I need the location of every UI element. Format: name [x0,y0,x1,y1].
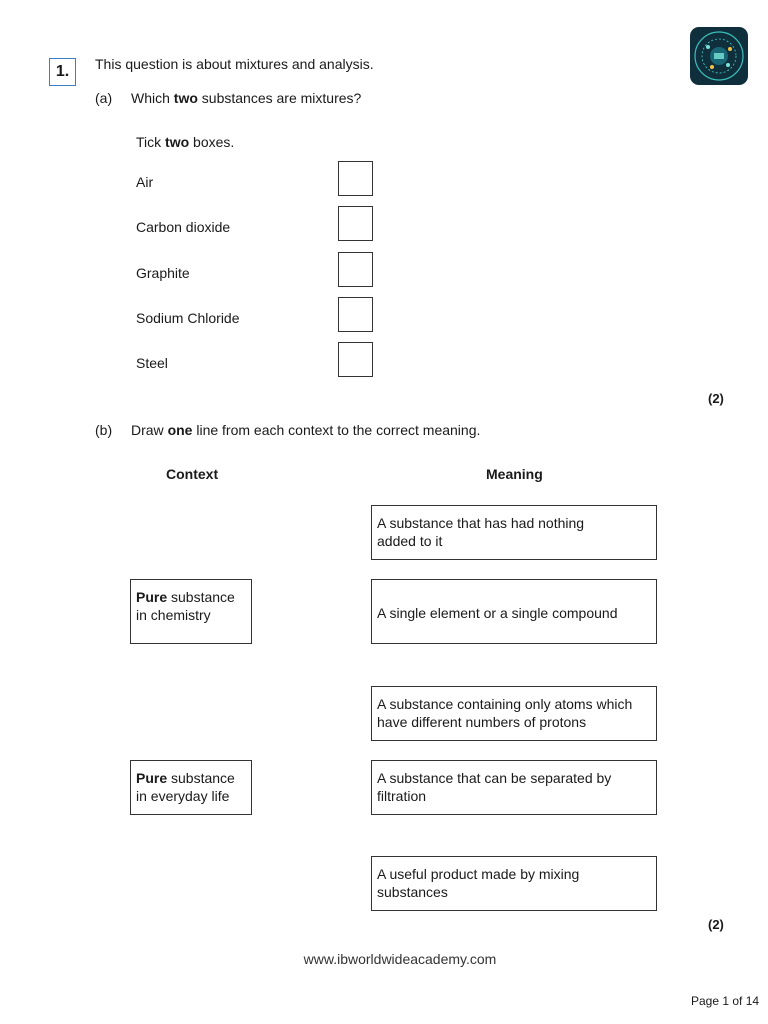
context-header: Context [166,466,219,482]
context-box-everyday-life[interactable] [130,760,252,815]
tick-box-steel[interactable] [338,342,373,377]
meaning-header: Meaning [486,466,543,482]
question-number: 1. [49,58,76,86]
option-label: Steel [136,355,168,371]
context-text-line2: in everyday life [136,788,230,804]
meaning-box-nothing-added[interactable]: A substance that has had nothing added to it [371,505,657,560]
meaning-box-mixing-product[interactable]: A useful product made by mixing substances [371,856,657,911]
tick-box-sodium-chloride[interactable] [338,297,373,332]
part-a-label: (a) [95,90,113,106]
meaning-box-filtration[interactable]: A substance that can be separated by filtration [371,760,657,815]
part-a-marks: (2) [708,391,724,406]
part-a-prompt: Which two substances are mixtures? [131,90,362,106]
option-label: Air [136,174,154,190]
tick-box-carbon-dioxide[interactable] [338,206,373,241]
footer-website: www.ibworldwideacademy.com [303,951,497,967]
meaning-box-single-element[interactable]: A single element or a single compound [371,579,657,644]
tick-box-graphite[interactable] [338,252,373,287]
part-b-label: (b) [95,422,113,438]
logo-emblem-icon [690,27,748,85]
part-a-instruction: Tick two boxes. [136,134,235,150]
context-box-chemistry[interactable] [130,579,252,644]
option-label: Sodium Chloride [136,310,240,326]
academy-logo [690,27,748,85]
context-text-line2: in chemistry [136,607,211,623]
tick-box-air[interactable] [338,161,373,196]
page-number: Page 1 of 14 [691,994,760,1008]
option-label: Carbon dioxide [136,219,231,235]
option-label: Graphite [136,265,190,281]
part-b-prompt: Draw one line from each context to the correct meaning. [131,422,481,438]
context-text: Pure substance [136,589,235,605]
context-text: Pure substance [136,770,235,786]
meaning-box-different-protons[interactable]: A substance containing only atoms which have different numbers of protons [371,686,657,741]
question-intro: This question is about mixtures and analysis. [95,56,374,72]
part-b-marks: (2) [708,917,724,932]
